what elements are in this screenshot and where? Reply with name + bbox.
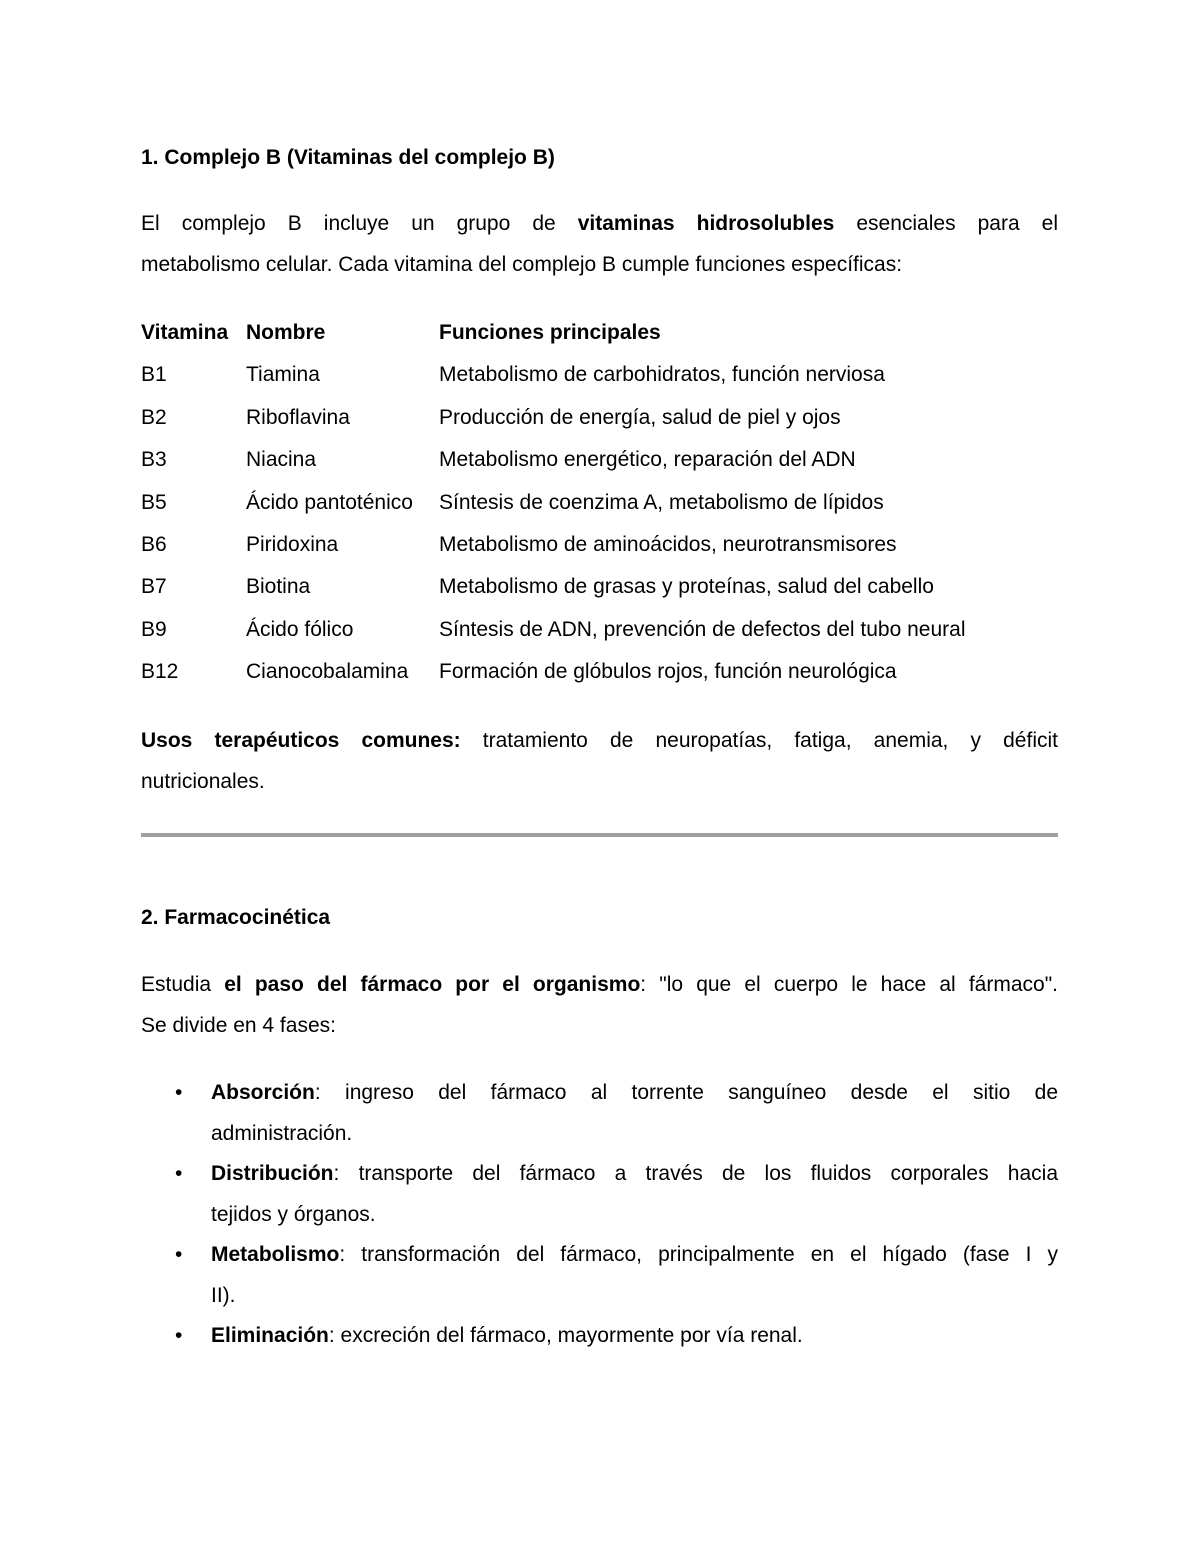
table-row [141, 572, 1058, 614]
section-1-intro [141, 203, 1058, 285]
table-cell-vitamina: B3 [141, 448, 167, 472]
table-header-vitamina: Vitamina [141, 321, 229, 344]
table-cell-vitamina: B6 [141, 532, 167, 556]
list-item [141, 1235, 1058, 1316]
table-cell-nombre: Cianocobalamina [246, 660, 409, 684]
table-header-funciones: Funciones principales [439, 321, 661, 344]
bullet-icon: • [175, 1324, 183, 1347]
phase-description: : excreción del fármaco, mayormente por vía renal. [328, 1324, 803, 1347]
table-row [141, 615, 1058, 657]
list-item-line-2: tejidos y órganos. [211, 1202, 376, 1226]
list-item-line-1 [211, 1154, 1058, 1195]
phase-term: Metabolismo [211, 1243, 340, 1266]
table-row [141, 657, 1058, 699]
section-1-uses [141, 720, 1058, 802]
list-item-line-1 [211, 1073, 1058, 1114]
list-item-line-1 [211, 1316, 1058, 1357]
intro-text: Estudia [141, 973, 225, 996]
table-row [141, 488, 1058, 530]
horizontal-divider [141, 833, 1058, 837]
table-cell-funciones: Producción de energía, salud de piel y ojos [439, 405, 841, 429]
table-row [141, 445, 1058, 487]
phase-term: Distribución [211, 1162, 334, 1185]
table-cell-vitamina: B1 [141, 363, 167, 387]
section-1-intro-line-1 [141, 203, 1058, 244]
table-cell-funciones: Formación de glóbulos rojos, función neurológica [439, 660, 897, 684]
table-cell-vitamina: B5 [141, 490, 167, 514]
section-2-intro-line-1 [141, 964, 1058, 1005]
table-cell-funciones: Metabolismo de aminoácidos, neurotransmisores [439, 532, 897, 556]
table-header-row [141, 318, 1058, 360]
list-item [141, 1316, 1058, 1357]
section-2-intro-line-2: Se divide en 4 fases: [141, 1014, 336, 1037]
table-cell-nombre: Niacina [246, 448, 317, 472]
intro-text: El complejo B incluye un grupo de [141, 212, 578, 235]
section-1-title: 1. Complejo B (Vitaminas del complejo B) [141, 146, 555, 169]
table-cell-nombre: Riboflavina [246, 405, 350, 429]
intro-text-end: esenciales para el [834, 212, 1058, 235]
table-cell-nombre: Biotina [246, 575, 311, 599]
table-cell-vitamina: B7 [141, 575, 167, 599]
phase-term: Absorción [211, 1081, 315, 1104]
table-cell-vitamina: B2 [141, 405, 167, 429]
section-1-uses-line-1 [141, 720, 1058, 761]
uses-text: tratamiento de neuropatías, fatiga, anemia, y déficit [460, 729, 1058, 752]
phase-description: : ingreso del fármaco al torrente sanguíneo desde el sitio de [314, 1081, 1058, 1104]
table-cell-funciones: Síntesis de ADN, prevención de defectos del tubo neural [439, 617, 966, 641]
table-cell-nombre: Ácido fólico [246, 617, 354, 641]
intro-bold-text: vitaminas hidrosolubles [577, 212, 835, 235]
bullet-icon: • [175, 1243, 183, 1266]
table-cell-vitamina: B9 [141, 617, 167, 641]
table-cell-funciones: Síntesis de coenzima A, metabolismo de lípidos [439, 490, 884, 514]
table-cell-vitamina: B12 [141, 660, 179, 684]
phase-description: : transformación del fármaco, principalmente en el hígado (fase I y [339, 1243, 1058, 1266]
table-cell-funciones: Metabolismo de grasas y proteínas, salud del cabello [439, 575, 934, 599]
table-row [141, 360, 1058, 402]
intro-text-end: : "lo que el cuerpo le hace al fármaco". [640, 973, 1058, 996]
list-item-line-2: II). [211, 1283, 236, 1307]
section-1-uses-line-2: nutricionales. [141, 770, 265, 793]
bullet-icon: • [175, 1081, 183, 1104]
table-cell-funciones: Metabolismo de carbohidratos, función nerviosa [439, 363, 885, 387]
table-header-nombre: Nombre [246, 321, 326, 344]
phases-list [141, 1073, 1058, 1357]
table-cell-funciones: Metabolismo energético, reparación del ADN [439, 448, 856, 472]
list-item-line-1 [211, 1235, 1058, 1276]
bullet-icon: • [175, 1162, 183, 1185]
section-2-intro [141, 964, 1058, 1046]
uses-bold-text: Usos terapéuticos comunes: [141, 729, 461, 752]
list-item [141, 1073, 1058, 1154]
table-cell-nombre: Ácido pantoténico [246, 490, 413, 514]
list-item [141, 1154, 1058, 1235]
phase-term: Eliminación [211, 1324, 329, 1347]
table-row [141, 530, 1058, 572]
section-2-title: 2. Farmacocinética [141, 906, 331, 929]
intro-bold-text: el paso del fármaco por el organismo [224, 973, 641, 996]
vitamin-table [141, 318, 1058, 700]
section-1-intro-line-2: metabolismo celular. Cada vitamina del complejo B cumple funciones específicas: [141, 253, 903, 276]
list-item-line-2: administración. [211, 1121, 353, 1145]
phase-description: : transporte del fármaco a través de los fluidos corporales hacia [333, 1162, 1058, 1185]
table-cell-nombre: Tiamina [246, 363, 320, 387]
table-cell-nombre: Piridoxina [246, 532, 339, 556]
table-row [141, 403, 1058, 445]
